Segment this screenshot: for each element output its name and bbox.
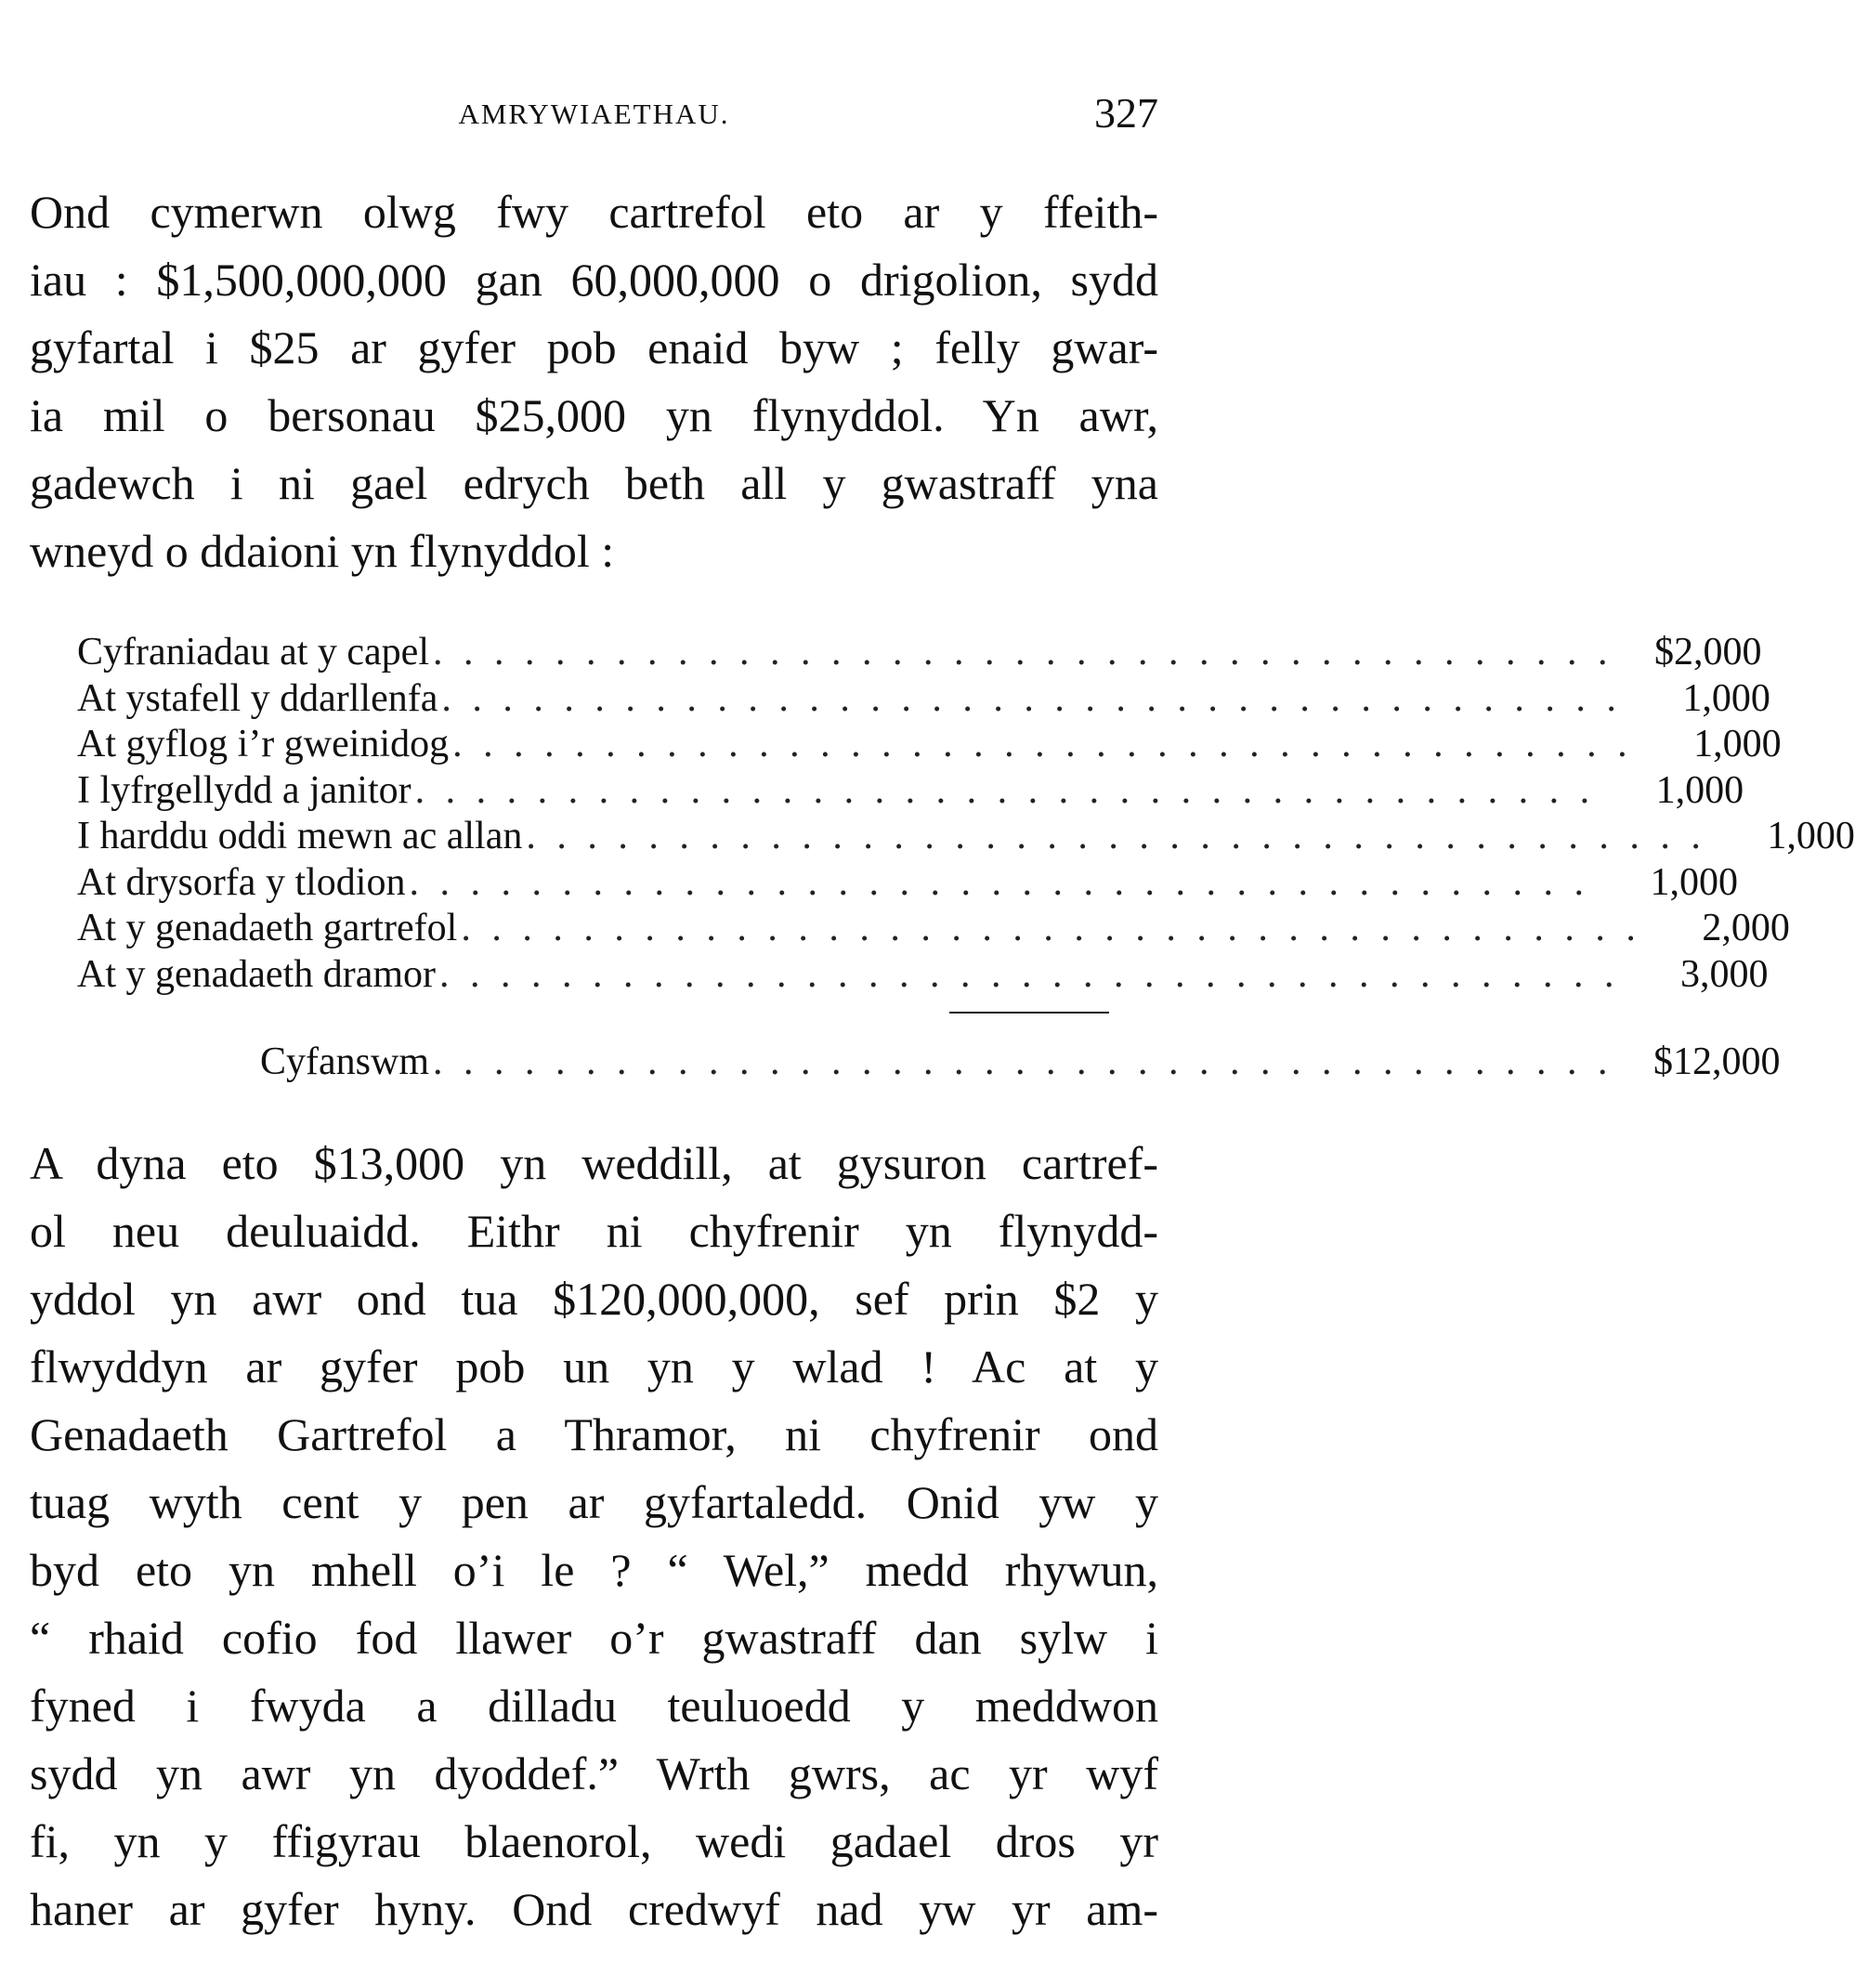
dot-leader: . . . . . . . . . . . . . . . . . . . . . . . . . . . . . . . . . . . . . . . [441, 676, 1622, 720]
text-line: Ond cymerwn olwg fwy cartrefol eto ar y ffeith- [30, 186, 1158, 238]
text-line: fyned i fwyda a dilladu teuluoedd y meddwon [30, 1680, 1158, 1732]
ledger-amount: 2,000 [1702, 907, 1790, 949]
ledger-amount: $2,000 [1653, 631, 1762, 674]
ledger-amount: 1,000 [1682, 676, 1770, 720]
ledger-label: I lyfrgellydd a janitor [77, 768, 411, 812]
text-line: wneyd o ddaioni yn flynyddol : [30, 525, 615, 577]
dot-leader: . . . . . . . . . . . . . . . . . . . . . . . . . . . . . . . . . . . . . . . [461, 907, 1641, 949]
ledger-row [77, 906, 1790, 952]
text-line: gadewch i ni gael edrych beth all y gwastraff yna [30, 457, 1158, 509]
ledger-row [77, 676, 1770, 723]
ledger-amount: 1,000 [1655, 768, 1744, 812]
ledger-label: At drysorfa y tlodion [77, 860, 406, 904]
ledger-amount: 1,000 [1693, 723, 1782, 765]
text-line: ia mil o bersonau $25,000 yn flynyddol. Yn awr, [30, 389, 1158, 441]
text-line: gyfartal i $25 ar gyfer pob enaid byw ; felly gwar- [30, 321, 1158, 373]
ledger-amount: 1,000 [1767, 815, 1855, 857]
running-title: AMRYWIAETHAU. [458, 98, 730, 130]
text-line: Genadaeth Gartrefol a Thramor, ni chyfrenir ond [30, 1408, 1158, 1460]
total-amount: $12,000 [1653, 1040, 1781, 1083]
text-line: fi, yn y ffigyrau blaenorol, wedi gadael dros yr [30, 1815, 1158, 1867]
text-line: byd eto yn mhell o’i le ? “ Wel,” medd rhywun, [30, 1544, 1158, 1596]
ledger-row [77, 630, 1762, 676]
text-line: sydd yn awr yn dyoddef.” Wrth gwrs, ac yr wyf [30, 1747, 1158, 1799]
ledger-label: At y genadaeth gartrefol [77, 907, 458, 949]
text-line: yddol yn awr ond tua $120,000,000, sef prin $2 y [30, 1273, 1158, 1325]
ledger-amount: 1,000 [1650, 860, 1738, 904]
text-line: tuag wyth cent y pen ar gyfartaledd. Onid yw y [30, 1476, 1158, 1528]
text-line: haner ar gyfer hyny. Ond credwyf nad yw yr am- [30, 1883, 1158, 1935]
dot-leader: . . . . . . . . . . . . . . . . . . . . . . . . . . . . . . . . . . . . . . . [432, 631, 1613, 674]
text-line: flwyddyn ar gyfer pob un yn y wlad ! Ac at y [30, 1341, 1158, 1393]
dot-leader: . . . . . . . . . . . . . . . . . . . . . . . . . . . . . . . . . . . . . . . [439, 952, 1620, 996]
paragraph-continuation [30, 1130, 1158, 1943]
text-line: ol neu deuluaidd. Eithr ni chyfrenir yn flynydd- [30, 1205, 1158, 1257]
text-line: “ rhaid cofio fod llawer o’r gwastraff dan sylw i [30, 1612, 1158, 1664]
ledger-label: At ystafell y ddarllenfa [77, 676, 438, 720]
sum-rule [77, 1012, 1109, 1014]
ledger-row [77, 952, 1769, 999]
ledger-label: At gyflog i’r gweinidog [77, 723, 450, 765]
dot-leader: . . . . . . . . . . . . . . . . . . . . . . . . . . . . . . . . . . . . . . . [526, 815, 1706, 857]
ledger-amount: 3,000 [1680, 952, 1769, 996]
page-number: 327 [1094, 89, 1158, 137]
running-head [30, 88, 1158, 135]
dot-leader: . . . . . . . . . . . . . . . . . . . . . . . . . . . . . . . . . . . . . . . [414, 768, 1596, 812]
ledger-row [77, 722, 1782, 768]
ledger-total-row [260, 1036, 1781, 1088]
text-line: iau : $1,500,000,000 gan 60,000,000 o drigolion, sydd [30, 254, 1158, 306]
expense-ledger [77, 630, 1855, 998]
ledger-label: I harddu oddi mewn ac allan [77, 815, 523, 857]
text-line: A dyna eto $13,000 yn weddill, at gysuron cartref- [30, 1137, 1158, 1189]
ledger-row [77, 814, 1855, 860]
dot-leader: . . . . . . . . . . . . . . . . . . . . . . . . . . . . . . . . . . . . . . . [409, 860, 1589, 904]
ledger-row [77, 860, 1738, 907]
total-label: Cyfanswm [260, 1040, 429, 1083]
dot-leader: . . . . . . . . . . . . . . . . . . . . . . . . . . . . . . . . . . . . . . . [433, 1040, 1613, 1083]
dot-leader: . . . . . . . . . . . . . . . . . . . . . . . . . . . . . . . . . . . . . . . [452, 723, 1633, 765]
ledger-row [77, 768, 1744, 815]
ledger-label: At y genadaeth dramor [77, 952, 437, 996]
ledger-label: Cyfraniadau at y capel [77, 631, 429, 674]
paragraph-intro [30, 178, 1158, 585]
